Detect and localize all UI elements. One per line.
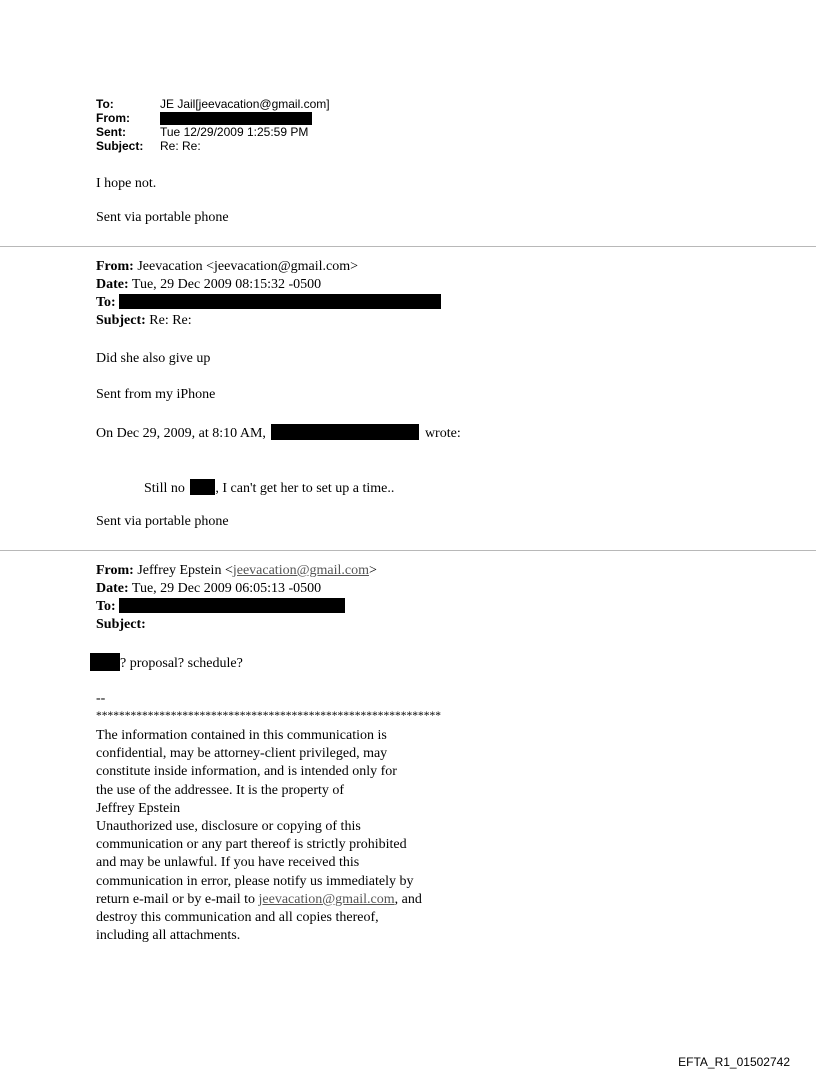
message2-subject-row <box>96 312 441 330</box>
quoted-after: , I can't get her to set up a time.. <box>215 481 395 496</box>
quoted-message <box>144 479 394 498</box>
disclaimer-line: Jeffrey Epstein <box>96 800 181 816</box>
message2-from-label: From: <box>96 259 134 274</box>
message2-subject-label: Subject: <box>96 313 146 328</box>
redaction-block <box>271 424 419 440</box>
quoted-before: Still no <box>144 481 185 496</box>
message2-date-label: Date: <box>96 277 129 292</box>
redaction-block <box>119 294 441 309</box>
message3-to-label: To: <box>96 599 116 614</box>
message3-from-label: From: <box>96 563 134 578</box>
header-sent-value: Tue 12/29/2009 1:25:59 PM <box>160 125 309 139</box>
message3-headers <box>96 562 377 634</box>
message3-from-email-link[interactable]: jeevacation@gmail.com <box>232 563 369 578</box>
redaction-block <box>90 653 120 671</box>
message3-to-row <box>96 598 377 616</box>
disclaimer-email-link[interactable]: jeevacation@gmail.com <box>258 891 395 907</box>
message1-line2: Sent via portable phone <box>96 210 229 225</box>
header-sent-label: Sent: <box>96 125 126 139</box>
message3-date-value: Tue, 29 Dec 2009 06:05:13 -0500 <box>131 581 322 596</box>
message2-from-value: Jeevacation <jeevacation@gmail.com> <box>137 259 359 274</box>
message3-from-row <box>96 562 377 580</box>
disclaimer-line: including all attachments. <box>96 928 241 944</box>
header-from-label: From: <box>96 111 130 125</box>
confidentiality-disclaimer <box>96 727 516 945</box>
redaction-block <box>160 112 312 125</box>
header-to-row <box>96 97 330 111</box>
message3-body-text: ? proposal? schedule? <box>120 656 243 671</box>
disclaimer-line: the use of the addressee. It is the property of <box>96 782 345 798</box>
message1-line1: I hope not. <box>96 176 157 191</box>
message3-subject-label: Subject: <box>96 617 146 632</box>
header-sent-row <box>96 125 309 139</box>
message3-from-close: > <box>368 563 377 578</box>
quote-intro <box>96 424 461 443</box>
document-id: EFTA_R1_01502742 <box>678 1055 790 1069</box>
header-to-label: To: <box>96 97 114 111</box>
disclaimer-line: The information contained in this communication is <box>96 728 387 743</box>
message3-date-row <box>96 580 377 598</box>
header-subject-row <box>96 139 201 153</box>
disclaimer-line <box>96 891 516 909</box>
header-from-row <box>96 111 160 125</box>
message2-date-value: Tue, 29 Dec 2009 08:15:32 -0500 <box>131 277 322 292</box>
disclaimer-line10-after: , and <box>394 891 422 907</box>
message2-body-line1: Did she also give up <box>96 351 211 366</box>
disclaimer-line: destroy this communication and all copies thereof, <box>96 910 379 926</box>
disclaimer-line: confidential, may be attorney-client privileged, may <box>96 746 388 762</box>
disclaimer-line: constitute inside information, and is intended only for <box>96 764 397 780</box>
message2-body-line2: Sent from my iPhone <box>96 387 216 402</box>
signature-dash: -- <box>96 691 106 706</box>
email-header <box>96 97 330 153</box>
redaction-block <box>190 479 215 495</box>
disclaimer-line: and may be unlawful. If you have received this <box>96 855 360 871</box>
message3-body <box>90 653 243 673</box>
message2-date-row <box>96 276 441 294</box>
header-subject-label: Subject: <box>96 139 144 153</box>
message2-to-label: To: <box>96 295 116 310</box>
message3-subject-row <box>96 616 377 634</box>
message-divider <box>0 550 816 551</box>
message2-headers <box>96 258 441 330</box>
disclaimer-line: communication or any part thereof is strictly prohibited <box>96 837 407 853</box>
message2-to-row <box>96 294 441 312</box>
message3-date-label: Date: <box>96 581 129 596</box>
message2-from-row <box>96 258 441 276</box>
message3-from-name: Jeffrey Epstein < <box>137 563 233 578</box>
redaction-block <box>119 598 345 613</box>
message-divider <box>0 246 816 247</box>
signature-stars: ************************************************************ <box>96 710 441 722</box>
quote-intro-before: On Dec 29, 2009, at 8:10 AM, <box>96 426 266 441</box>
header-to-value: JE Jail[jeevacation@gmail.com] <box>160 97 330 111</box>
disclaimer-line: Unauthorized use, disclosure or copying of this <box>96 819 361 835</box>
header-subject-value: Re: Re: <box>160 139 201 153</box>
quote-intro-after: wrote: <box>424 426 461 441</box>
message2-subject-value: Re: Re: <box>149 313 192 328</box>
disclaimer-line: communication in error, please notify us immediately by <box>96 873 414 889</box>
disclaimer-line10-before: return e-mail or by e-mail to <box>96 891 259 907</box>
quoted-signature: Sent via portable phone <box>96 514 229 529</box>
